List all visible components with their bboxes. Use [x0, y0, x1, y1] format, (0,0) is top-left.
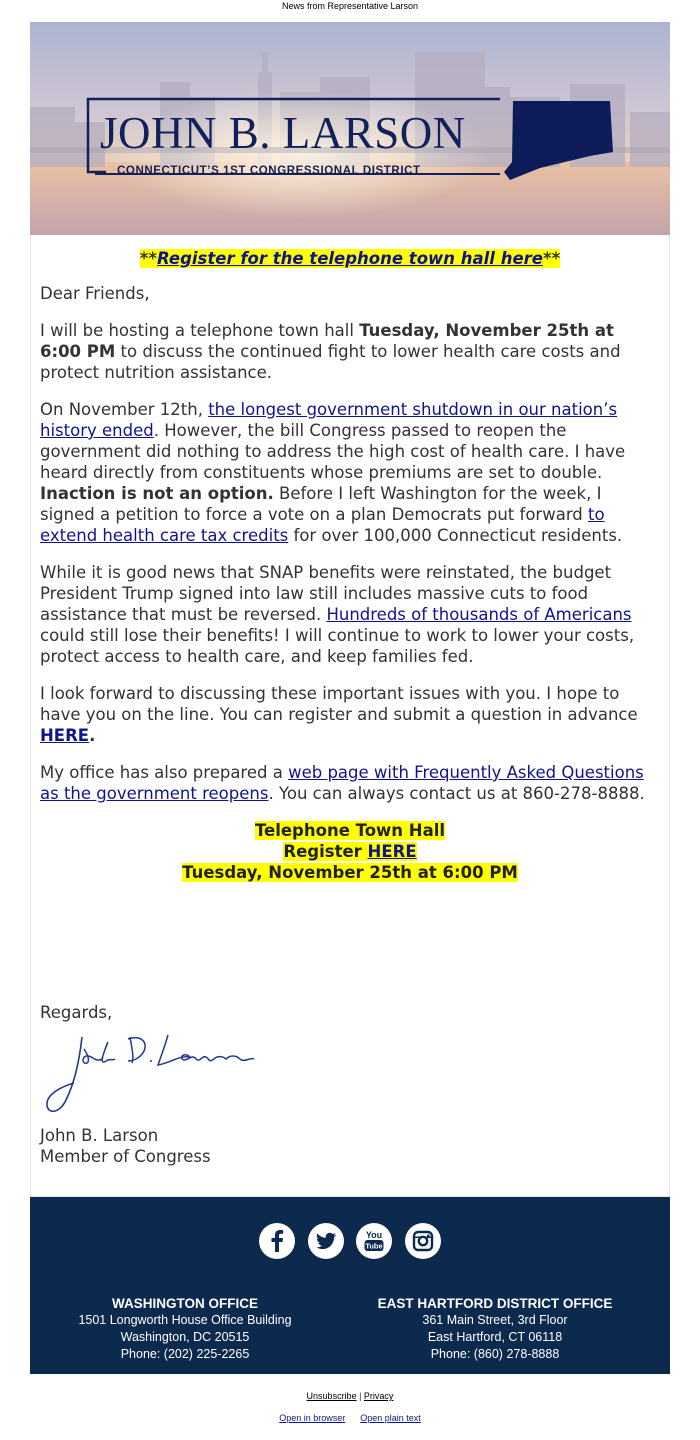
- p3-text: While it is good news that SNAP benefits were reinstated, the budget President Trump signed into law still includes massive cuts to food assistance that must be reversed.: [40, 563, 612, 624]
- tax-credits-link[interactable]: to extend health care tax credits: [40, 505, 605, 545]
- washington-office-phone: Phone: (202) 225-2265: [120, 1347, 250, 1361]
- p2-text-3: Before I left Washington for the week, I signed a petition to force a vote on a plan Democrats put forward: [40, 484, 602, 524]
- svg-text:You: You: [366, 1230, 383, 1240]
- footer: [30, 1197, 670, 1374]
- washington-office-title: WASHINGTON OFFICE: [111, 1296, 258, 1311]
- youtube-icon[interactable]: [356, 1223, 392, 1259]
- regards-text: Regards,: [40, 1003, 113, 1022]
- email-body: [40, 248, 660, 883]
- signer-block: [40, 1125, 211, 1167]
- paragraph-town-hall: [40, 320, 660, 383]
- facebook-icon[interactable]: [259, 1223, 295, 1259]
- district-office: [370, 1295, 620, 1363]
- town-hall-date: Tuesday, November 25th at 6:00 PM: [182, 863, 518, 882]
- paragraph-register: [40, 683, 660, 746]
- district-office-line1: 361 Main Street, 3rd Floor: [422, 1313, 568, 1327]
- washington-office: [60, 1295, 310, 1363]
- unsubscribe-row: [0, 1391, 700, 1401]
- faq-link[interactable]: web page with Frequently Asked Questions as the government reopens: [40, 763, 644, 803]
- signer-title: Member of Congress: [40, 1147, 211, 1166]
- district-office-title: EAST HARTFORD DISTRICT OFFICE: [377, 1296, 613, 1311]
- privacy-link[interactable]: Privacy: [363, 1391, 394, 1401]
- p2-bold: Inaction is not an option.: [40, 484, 274, 503]
- p2-text-2: . However, the bill Congress passed to reopen the government did nothing to address the high cost of health care. I have heard directly from constituents whose premiums are set to double.: [40, 421, 626, 482]
- p2-text: On November 12th,: [40, 400, 209, 419]
- signer-name: John B. Larson: [40, 1126, 159, 1145]
- register-town-hall-link[interactable]: Register for the telephone town hall here: [157, 249, 543, 268]
- p5-text-2: . You can always contact us at 860-278-8888.: [268, 784, 645, 803]
- district-office-phone: Phone: (860) 278-8888: [430, 1347, 560, 1361]
- social-links: [30, 1223, 670, 1259]
- instagram-icon[interactable]: [405, 1223, 441, 1259]
- town-hall-register-link[interactable]: HERE: [367, 842, 417, 861]
- town-hall-register-label: Register: [283, 842, 368, 861]
- register-here-link[interactable]: HERE: [40, 726, 90, 745]
- washington-office-line1: 1501 Longworth House Office Building: [78, 1313, 292, 1327]
- district-office-line2: East Hartford, CT 06118: [427, 1330, 563, 1344]
- p4-text: I look forward to discussing these important issues with you. I hope to have you on the line. You can register and submit a question in advance: [40, 684, 638, 724]
- signature-image: [40, 1025, 260, 1120]
- preheader-text: News from Representative Larson: [281, 1, 419, 11]
- view-options-row: [0, 1413, 700, 1423]
- banner-subtitle: CONNECTICUT’S 1ST CONGRESSIONAL DISTRICT: [117, 165, 421, 177]
- paragraph-shutdown: [40, 399, 660, 546]
- banner-title: JOHN B. LARSON: [100, 108, 466, 158]
- shutdown-link[interactable]: the longest government shutdown in our nation’s history ended: [40, 400, 618, 440]
- register-stars-left: **: [139, 249, 158, 268]
- link-separator: |: [356, 1391, 364, 1401]
- paragraph-snap: [40, 562, 660, 667]
- washington-office-line2: Washington, DC 20515: [120, 1330, 250, 1344]
- twitter-icon[interactable]: [308, 1223, 344, 1259]
- p2-text-4: for over 100,000 Connecticut residents.: [288, 526, 623, 545]
- greeting: Dear Friends,: [40, 284, 150, 303]
- register-stars-right: **: [542, 249, 561, 268]
- svg-text:Tube: Tube: [365, 1241, 383, 1251]
- register-highlight: [140, 249, 560, 268]
- open-plain-text-link[interactable]: Open plain text: [360, 1413, 421, 1423]
- open-in-browser-link[interactable]: Open in browser: [279, 1413, 346, 1423]
- unsubscribe-link[interactable]: Unsubscribe: [306, 1391, 357, 1401]
- p1-text-2: to discuss the continued fight to lower health care costs and protect nutrition assistance.: [40, 342, 621, 382]
- p1-text: I will be hosting a telephone town hall: [40, 321, 360, 340]
- town-hall-box: [40, 820, 660, 883]
- town-hall-title: Telephone Town Hall: [254, 821, 446, 840]
- snap-link[interactable]: Hundreds of thousands of Americans: [326, 605, 632, 624]
- p1-date: Tuesday, November 25th at 6:00 PM: [40, 321, 614, 361]
- paragraph-faq: [40, 762, 660, 804]
- p5-text: My office has also prepared a: [40, 763, 289, 782]
- p4-period: .: [89, 726, 96, 745]
- header-banner: [30, 22, 670, 235]
- town-hall-register: [283, 842, 416, 861]
- p3-text-2: could still lose their benefits! I will continue to work to lower your costs, protect access to health care, and keep families fed.: [40, 626, 635, 666]
